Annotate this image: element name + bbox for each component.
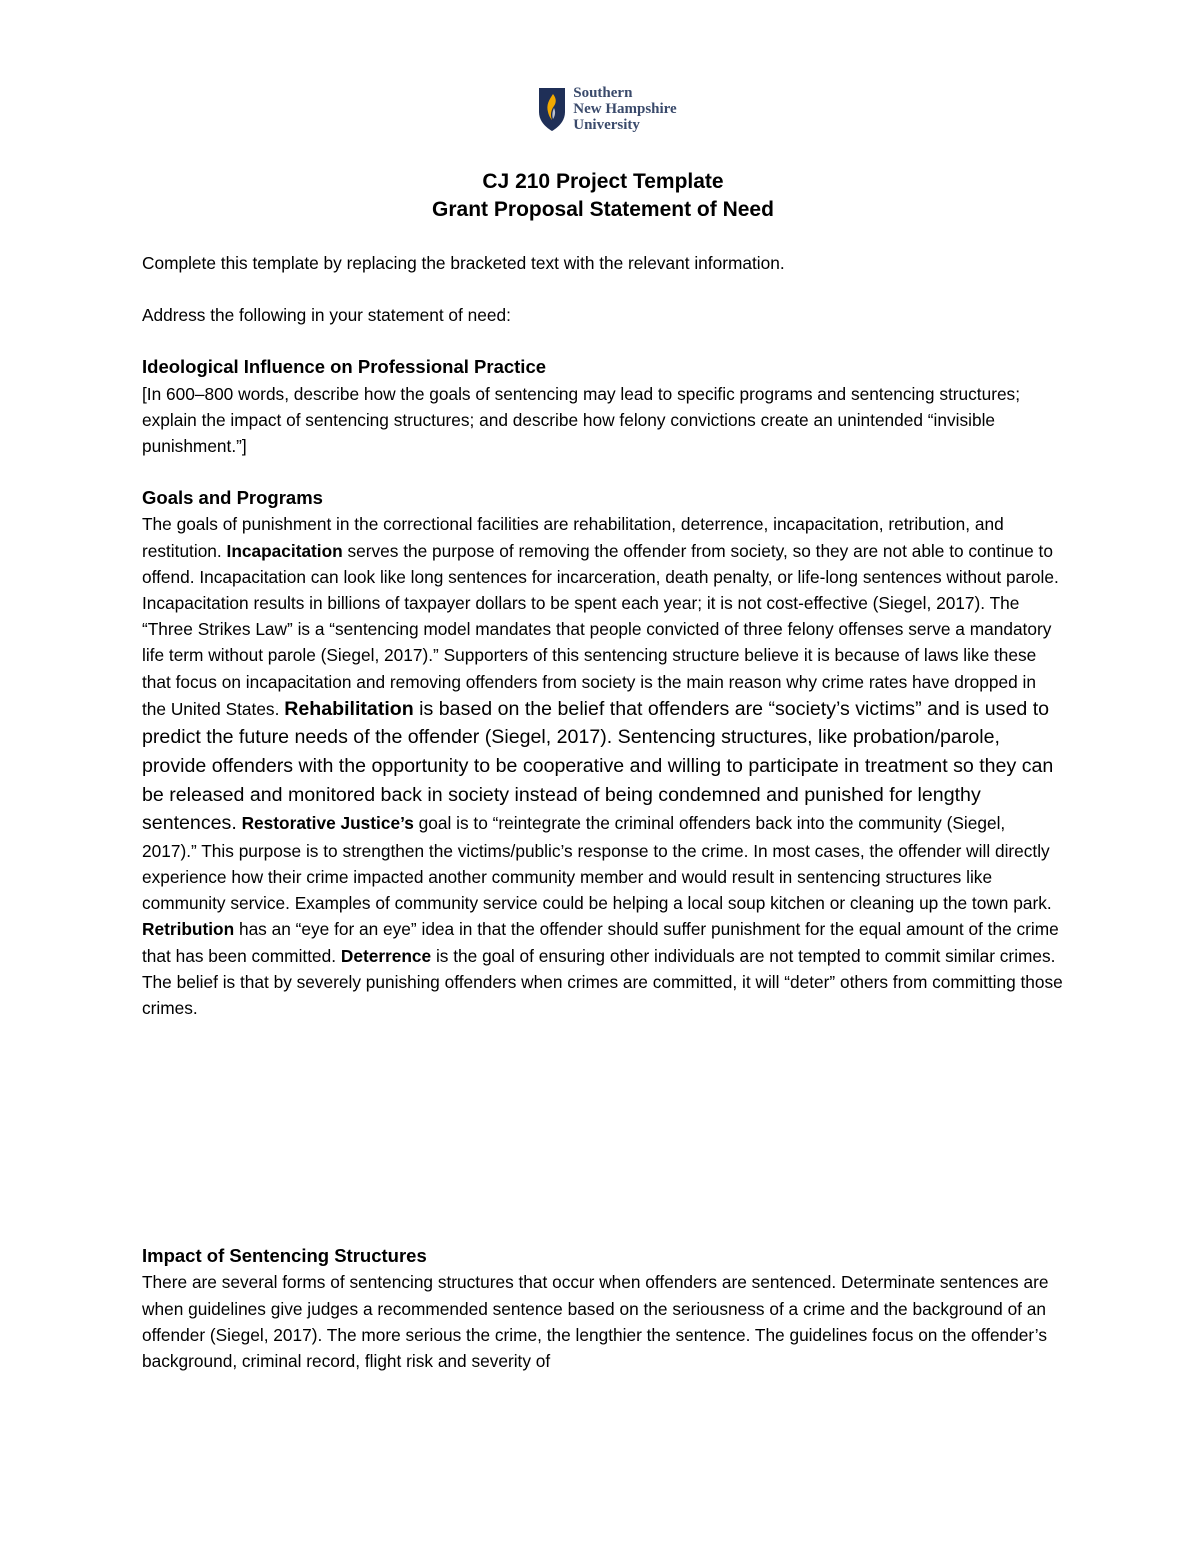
term-rehabilitation: Rehabilitation bbox=[284, 697, 414, 720]
document-title bbox=[142, 168, 1064, 224]
goals-text-6: is the goal of ensuring other individuals are not tempted to commit similar crimes. The belief is that by severely punishing offenders when crimes are committed, it will “deter” others from committing those crimes. bbox=[142, 945, 1063, 1019]
goals-text-5: has an “eye for an eye” idea in that the offender should suffer punishment for the equal amount of the crime that has been committed. bbox=[142, 919, 1059, 966]
goals-text-3: is based on the belief that offenders are “society’s victims” and is used to predict the future needs of the offender (Siegel, 2017). Sentencing structures, like probation/parole, provide offenders with the opportunity to be cooperative and willing to participate in treatment so they can be released and monitored back in society instead of being condemned and punished for lengthy sentences. bbox=[142, 697, 1054, 835]
logo-line-1: Southern bbox=[573, 85, 633, 101]
logo-line-2: New Hampshire bbox=[573, 101, 677, 117]
shield-flame-icon bbox=[537, 86, 567, 132]
term-retribution: Retribution bbox=[142, 919, 235, 940]
logo-line-3: University bbox=[573, 117, 640, 133]
goals-text-1: The goals of punishment in the correctional facilities are rehabilitation, deterrence, incapacitation, retribution, and restitution. bbox=[142, 514, 1004, 561]
intro-instruction: Complete this template by replacing the bracketed text with the relevant information. bbox=[142, 253, 785, 273]
goals-text-4: goal is to “reintegrate the criminal offenders back into the community (Siegel, 2017).” This purpose is to strengthen the victims/public’s response to the crime. In most cases, the offender will directly experience how their crime impacted another community member and would result in sentencing structures like community service. Examples of community service could be helping a local soup kitchen or cleaning up the town park. bbox=[142, 813, 1052, 914]
title-line-2: Grant Proposal Statement of Need bbox=[432, 198, 774, 221]
logo-wordmark bbox=[573, 85, 676, 133]
section-heading-impact: Impact of Sentencing Structures bbox=[142, 1245, 427, 1267]
section-body-ideological: [In 600–800 words, describe how the goals of sentencing may lead to specific programs and sentencing structures; explain the impact of sentencing structures; and describe how felony convictions create an unintended “invisible punishment.”] bbox=[142, 383, 1021, 457]
goals-text-2: serves the purpose of removing the offender from society, so they are not able to continue to offend. Incapacitation can look like long sentences for incarceration, death penalty, or life-long sentences without parole. Incapacitation results in billions of taxpayer dollars to be spent each year; it is not cost-effective (Siegel, 2017). The “Three Strikes Law” is a “sentencing model mandates that people convicted of three felony offenses serve a mandatory life term without parole (Siegel, 2017).” Supporters of this sentencing structure believe it is because of laws like these that focus on incapacitation and removing offenders from society is the main reason why crime rates have dropped in the United States. bbox=[142, 540, 1059, 719]
university-logo bbox=[150, 84, 1064, 134]
document-page bbox=[142, 84, 1064, 1374]
title-line-1: CJ 210 Project Template bbox=[482, 170, 724, 193]
section-body-impact: There are several forms of sentencing structures that occur when offenders are sentenced. Determinate sentences are when guidelines give judges a recommended sentence based on the seriousness of a crime and the background of an offender (Siegel, 2017). The more serious the crime, the lengthier the sentence. The guidelines focus on the offender’s background, criminal record, flight risk and severity of bbox=[142, 1272, 1049, 1372]
term-restorative-justice: Restorative Justice’s bbox=[241, 813, 414, 834]
section-heading-ideological: Ideological Influence on Professional Practice bbox=[142, 356, 547, 378]
section-heading-goals: Goals and Programs bbox=[142, 487, 323, 509]
term-incapacitation: Incapacitation bbox=[226, 540, 343, 561]
section-body-goals bbox=[142, 511, 1064, 1021]
term-deterrence: Deterrence bbox=[340, 945, 432, 966]
address-instruction: Address the following in your statement of need: bbox=[142, 305, 511, 326]
blank-space bbox=[142, 1021, 1064, 1217]
